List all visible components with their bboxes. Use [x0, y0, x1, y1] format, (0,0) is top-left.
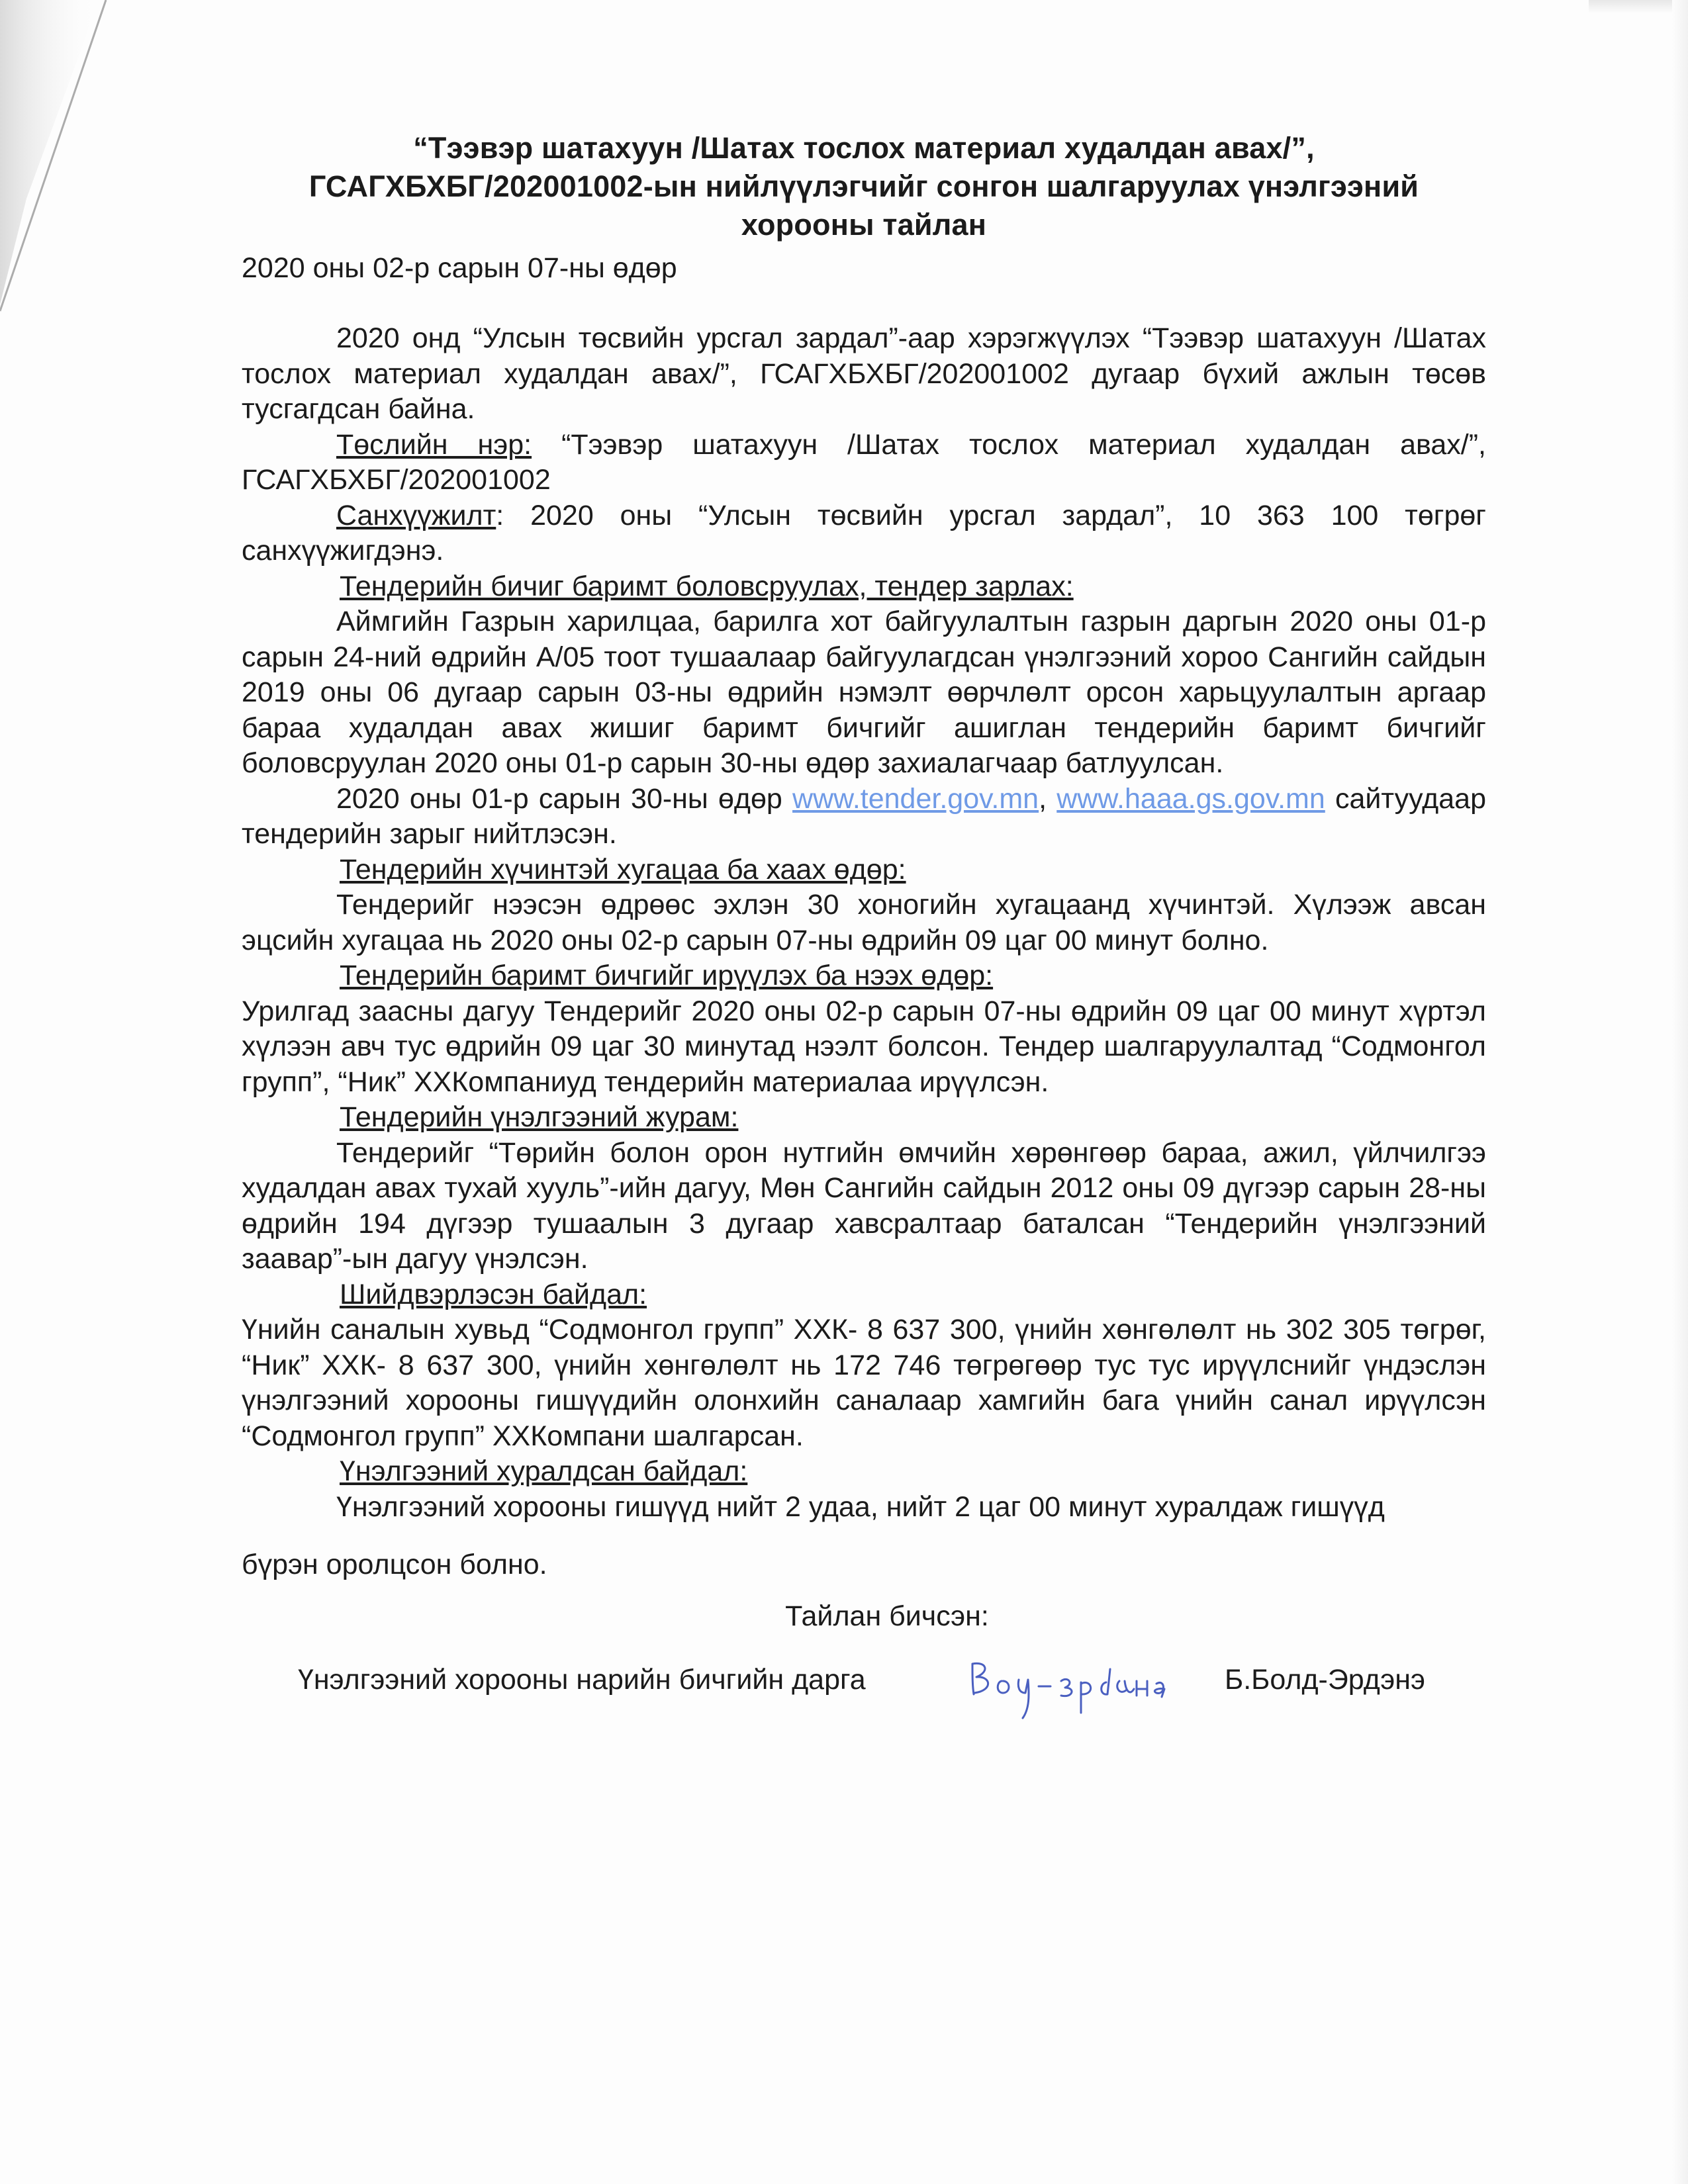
document-body [242, 321, 1486, 1583]
section-heading-validity: Тендерийн хүчинтэй хугацаа ба хаах өдөр: [340, 853, 906, 886]
section-heading-procedure: Тендерийн үнэлгээний журам: [340, 1101, 739, 1133]
section-heading-decision: Шийдвэрлэсэн байдал: [340, 1278, 647, 1310]
signer-position: Үнэлгээний хорооны нарийн бичгийн дарга [298, 1663, 866, 1696]
prep-paragraph-2 [242, 782, 1486, 852]
report-by-label: Тайлан бичсэн: [785, 1600, 989, 1632]
signature-row [242, 1649, 1486, 1722]
financing-text: : 2020 оны “Улсын төсвийн урсгал зардал”, 10 363 100 төгрөг санхүүжигдэнэ. [242, 499, 1486, 567]
meetings-paragraph-end: бүрэн оролцсон болно. [242, 1549, 547, 1580]
handwritten-signature [963, 1649, 1175, 1722]
scan-edge-shadow [0, 0, 132, 371]
section-heading-meetings: Үнэлгээний хуралдсан байдал: [340, 1455, 748, 1487]
tender-website-link[interactable]: www.tender.gov.mn [792, 782, 1039, 815]
title-line-2: ГСАГХБХБГ/202001002-ын нийлүүлэгчийг сонгон шалгаруулах үнэлгээний [308, 169, 1419, 203]
financing-label: Санхүүжилт [336, 499, 496, 531]
prep-paragraph-2-start: 2020 оны 01-р сарын 30-ны өдөр [336, 782, 793, 815]
prep-paragraph-1: Аймгийн Газрын харилцаа, барилга хот байгуулалтын газрын даргын 2020 оны 01-р сарын 24-ний өдрийн А/05 тоот тушаалаар байгуулагдсан үнэлгээний хороо Сангийн сайдын 2019 оны 06 дугаар сарын 03-ны өдрийн нэмэлт өөрчлөлт орсон харьцуулалтын аргаар бараа худалдан авах жишиг баримт бичгийг ашиглан тендерийн баримт бичгийг боловсруулан 2020 оны 01-р сарын 30-ны өдөр захиалагчаар батлуулсан. [242, 606, 1486, 779]
title-line-1: “Тээвэр шатахуун /Шатах тослох материал худалдан авах/”, [413, 131, 1315, 165]
scan-right-shadow [1672, 0, 1688, 2184]
document-title [242, 129, 1486, 244]
decision-paragraph: Үнийн саналын хувьд “Содмонгол групп” ХХК- 8 637 300, үнийн хөнгөлөлт нь 302 305 төгрөг, “Ник” ХХК- 8 637 300, үнийн хөнгөлөлт нь 172 746 төгрөгөөр тус тус ирүүлснийг үндэслэн үнэлгээний хорооны гишүүдийн олонхийн саналаар хамгийн бага үнийн санал ирүүлсэн “Содмонгол групп” ХХКомпани шалгарсан. [242, 1314, 1486, 1452]
prep-paragraph-2-end: сайтуудаар тендерийн зарыг нийтлэсэн. [242, 782, 1486, 850]
document-page [242, 129, 1486, 1722]
project-name-label: Төслийн нэр: [336, 428, 532, 461]
financing-paragraph [242, 498, 1486, 569]
signer-name: Б.Болд-Эрдэнэ [1225, 1663, 1425, 1696]
validity-paragraph: Тендерийг нээсэн өдрөөс эхлэн 30 хоногийн хугацаанд хүчинтэй. Хүлээж авсан эцсийн хугацаа нь 2020 оны 02-р сарын 07-ны өдрийн 09 цаг 00 минут болно. [242, 889, 1486, 956]
title-line-3: хорооны тайлан [741, 208, 987, 242]
section-heading-prep: Тендерийн бичиг баримт боловсруулах, тендер зарлах: [340, 570, 1074, 602]
project-name-paragraph [242, 428, 1486, 498]
project-name-text: “Тээвэр шатахуун /Шатах тослох материал худалдан авах/”, ГСАГХБХБГ/202001002 [242, 428, 1486, 496]
link-separator: , [1039, 782, 1057, 815]
procedure-paragraph: Тендерийг “Төрийн болон орон нутгийн өмчийн хөрөнгөөр бараа, ажил, үйлчилгээ худалдан авах тухай хууль”-ийн дагуу, Мөн Сангийн сайдын 2012 оны 09 дүгээр сарын 28-ны өдрийн 194 дүгээр тушаалын 3 дугаар хавсралтаар баталсан “Тендерийн үнэлгээний заавар”-ын дагуу үнэлсэн. [242, 1136, 1486, 1275]
section-heading-submission: Тендерийн баримт бичгийг ирүүлэх ба нээх өдөр: [340, 960, 994, 991]
intro-paragraph: 2020 онд “Улсын төсвийн урсгал зардал”-аар хэрэгжүүлэх “Тээвэр шатахуун /Шатах тослох материал худалдан авах/”, ГСАГХБХБГ/202001002 дугаар бүхий ажлын төсөв тусгагдсан байна. [242, 322, 1486, 425]
meetings-paragraph: Үнэлгээний хорооны гишүүд нийт 2 удаа, нийт 2 цаг 00 минут хуралдаж гишүүд [336, 1490, 1385, 1523]
submission-paragraph: Урилгад заасны дагуу Тендерийг 2020 оны 02-р сарын 07-ны өдрийн 09 цаг 00 минут хүртэл хүлээн авч тус өдрийн 09 цаг 30 минутад нээлт болсон. Тендер шалгаруулалтад “Содмонгол групп”, “Ник” ХХКомпаниуд тендерийн материалаа ирүүлсэн. [242, 995, 1486, 1098]
haaa-website-link[interactable]: www.haaa.gs.gov.mn [1056, 782, 1325, 815]
spacer [242, 1525, 1486, 1547]
document-date: 2020 оны 02-р сарын 07-ны өдөр [242, 252, 677, 284]
